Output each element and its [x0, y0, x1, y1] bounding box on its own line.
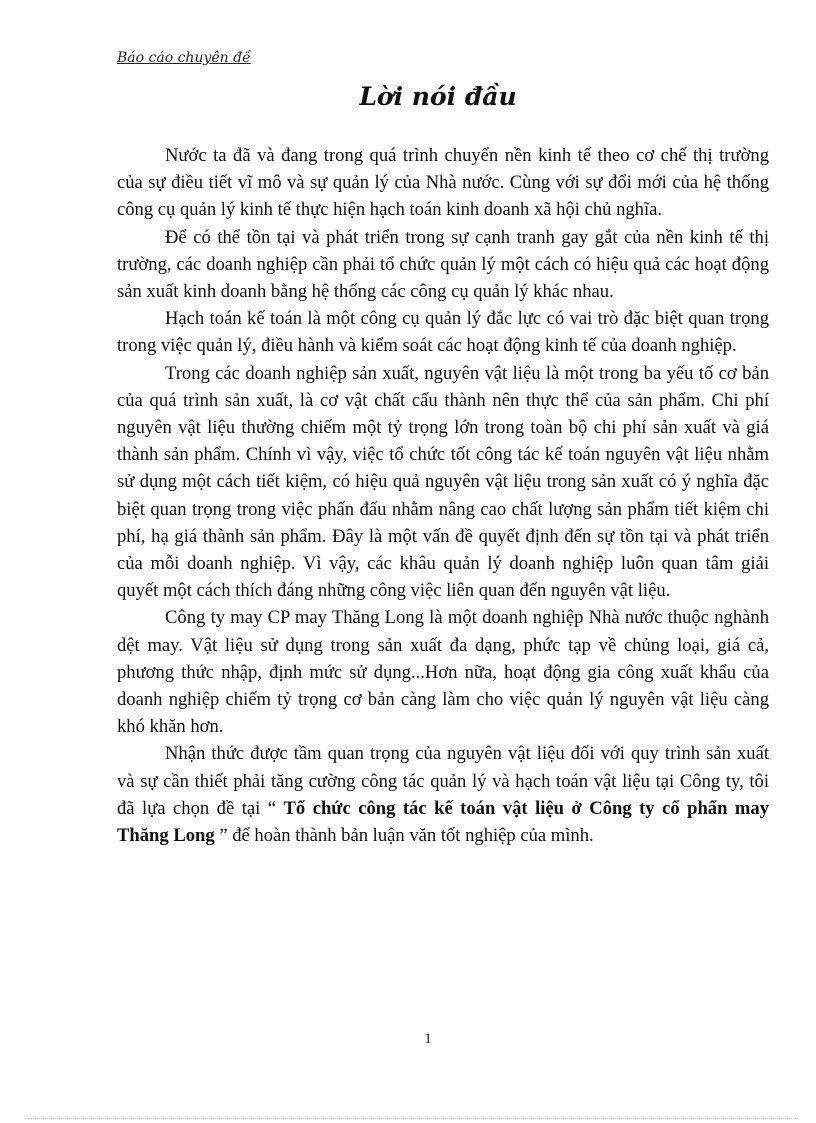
paragraph: Công ty may CP may Thăng Long là một doanh nghiệp Nhà nước thuộc nghành dệt may. Vật liệu sử dụng trong sản xuất đa dạng, phức tạp về chủng loại, giá cả, phương thức nhập, định mức sử dụng...Hơn nữa, hoạt động gia công xuất khẩu của doanh nghiệp chiếm tỷ trọng cơ bản càng làm cho việc quản lý nguyên vật liệu càng khó khăn hơn. — [117, 607, 769, 738]
running-header: Báo cáo chuyên đề — [117, 50, 251, 66]
paragraph: Nước ta đã và đang trong quá trình chuyển nền kinh tế theo cơ chế thị trường của sự điều tiết vĩ mô và sự quản lý của Nhà nước. Cùng với sự đổi mới của hệ thống công cụ quản lý kinh tế thực hiện hạch toán kinh doanh xã hội chủ nghĩa. — [117, 145, 769, 221]
page-title: Lời nói đầu — [359, 82, 517, 111]
page-number: 1 — [424, 1031, 432, 1047]
paragraph: Hạch toán kế toán là một công cụ quản lý đắc lực có vai trò đặc biệt quan trọng trong việc quản lý, điều hành và kiểm soát các hoạt động kinh tế của doanh nghiệp. — [117, 308, 769, 357]
final-paragraph-outro: ” để hoàn thành bản luận văn tốt nghiệp của mình. — [214, 825, 594, 847]
final-paragraph-intro: Nhận thức được tầm quan trọng của nguyên vật liệu đối với quy trình sản xuất và sự cần thiết phải tăng cường công tác quản lý và hạch toán vật liệu tại Công ty, tôi đã lựa chọn đề tại “ — [117, 743, 769, 819]
thesis-topic: Tổ chức công tác kế toán vật liệu ở Công ty cổ phẩn may Thăng Long — [117, 797, 770, 847]
paragraph: Trong các doanh nghiệp sản xuất, nguyên vật liệu là một trong ba yếu tố cơ bản của quá trình sản xuất, là cơ vật chất cấu thành nên thực thể của sản phẩm. Chi phí nguyên vật liệu thường chiếm một tỷ trọng lớn trong toàn bộ chi phí sản xuất và giá thành sản phẩm. Chính vì vậy, việc tổ chức tốt công tác kế toán nguyên vật liệu nhằm sử dụng một cách tiết kiệm, có hiệu quả nguyên vật liệu trong sản xuất có ý nghĩa đặc biệt quan trọng trong việc phấn đấu nhằm nâng cao chất lượng sản phẩm tiết kiệm chi phí, hạ giá thành sản phẩm. Đây là một vấn đề quyết định đến sự tồn tại và phát triển của mỗi doanh nghiệp. Vì vậy, các khâu quản lý doanh nghiệp luôn quan tâm giải quyết một cách thích đáng những công việc liên quan đến nguyên vật liệu. — [117, 362, 769, 602]
paragraph: Để có thể tồn tại và phát triển trong sự cạnh tranh gay gắt của nền kinh tế thị trường, các doanh nghiệp cần phải tổ chức quản lý một cách có hiệu quả các hoạt động sản xuất kinh doanh bằng hệ thống các công cụ quản lý khác nhau. — [117, 226, 769, 303]
footer-divider — [28, 1118, 798, 1119]
paragraph-final — [117, 740, 769, 849]
body-text — [117, 142, 769, 849]
